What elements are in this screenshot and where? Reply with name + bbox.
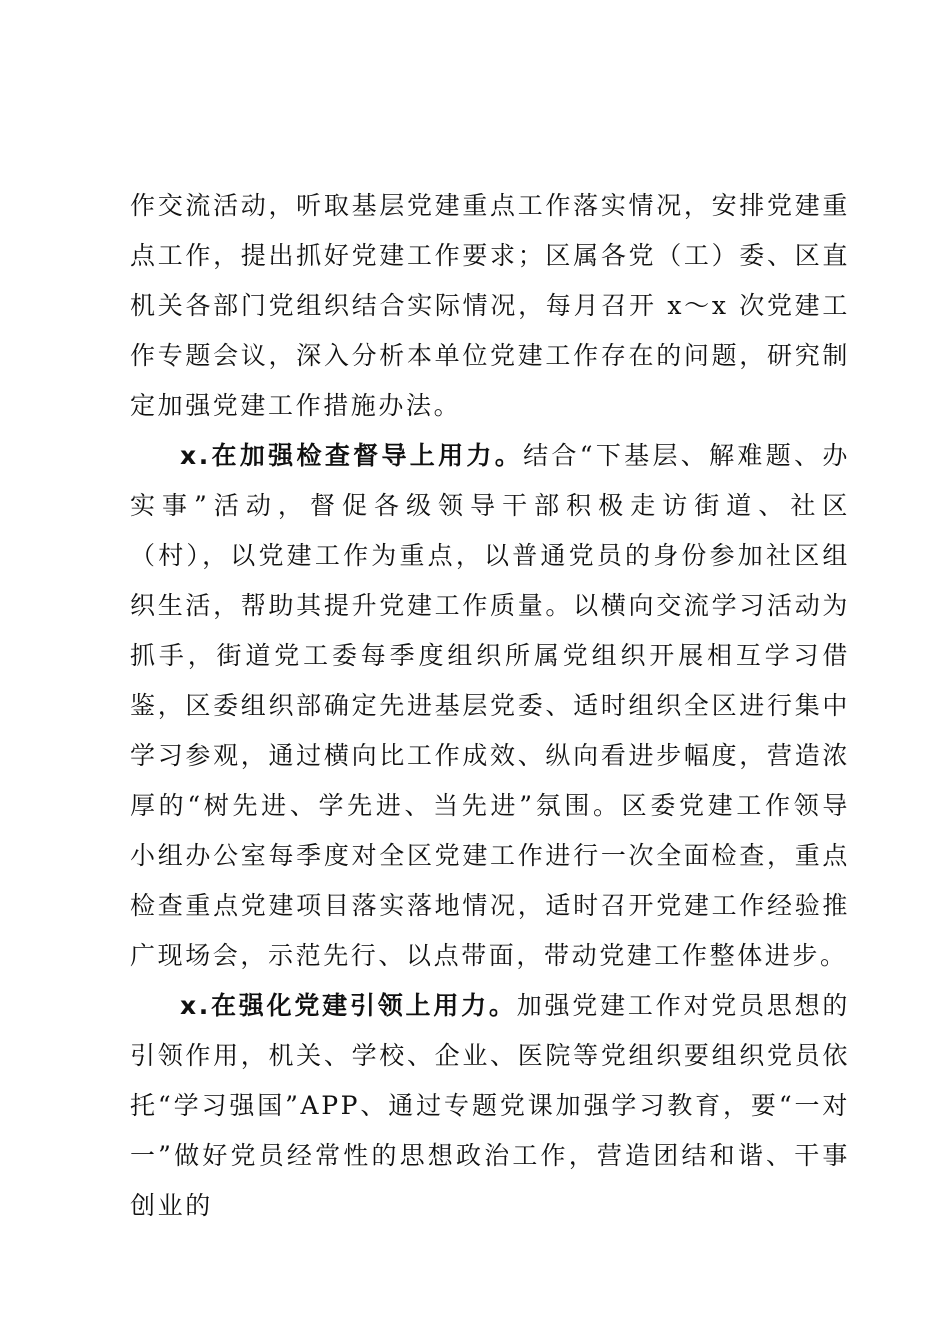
paragraph-text: 作交流活动，听取基层党建重点工作落实情况，安排党建重点工作，提出抓好党建工作要求；区属各党（工）委、区直机关各部门党组织结合实际情况，每月召开 x～x 次党建工作专题会议，深入分析本单位党建工作存在的问题，研究制定加强党建工作措施办法。: [130, 191, 850, 420]
section-heading: x.在强化党建引领上用力。: [180, 991, 517, 1020]
paragraph-text: 加强党建工作对党员思想的引领作用，机关、学校、企业、医院等党组织要组织党员依托“学习强国”APP、通过专题党课加强学习教育，要“一对一”做好党员经常性的思想政治工作，营造团结和谐、干事创业的: [130, 991, 850, 1220]
paragraph-inspection-supervision: [130, 431, 850, 981]
section-heading: x.在加强检查督导上用力。: [180, 441, 524, 470]
paragraph-continuation: [130, 181, 850, 431]
paragraph-party-leadership: [130, 981, 850, 1231]
document-body: [130, 181, 850, 1231]
paragraph-text: 结合“下基层、解难题、办实事”活动，督促各级领导干部积极走访街道、社区（村），以党建工作为重点，以普通党员的身份参加社区组织生活，帮助其提升党建工作质量。以横向交流学习活动为抓手，街道党工委每季度组织所属党组织开展相互学习借鉴，区委组织部确定先进基层党委、适时组织全区进行集中学习参观，通过横向比工作成效、纵向看进步幅度，营造浓厚的“树先进、学先进、当先进”氛围。区委党建工作领导小组办公室每季度对全区党建工作进行一次全面检查，重点检查重点党建项目落实落地情况，适时召开党建工作经验推广现场会，示范先行、以点带面，带动党建工作整体进步。: [130, 441, 850, 970]
